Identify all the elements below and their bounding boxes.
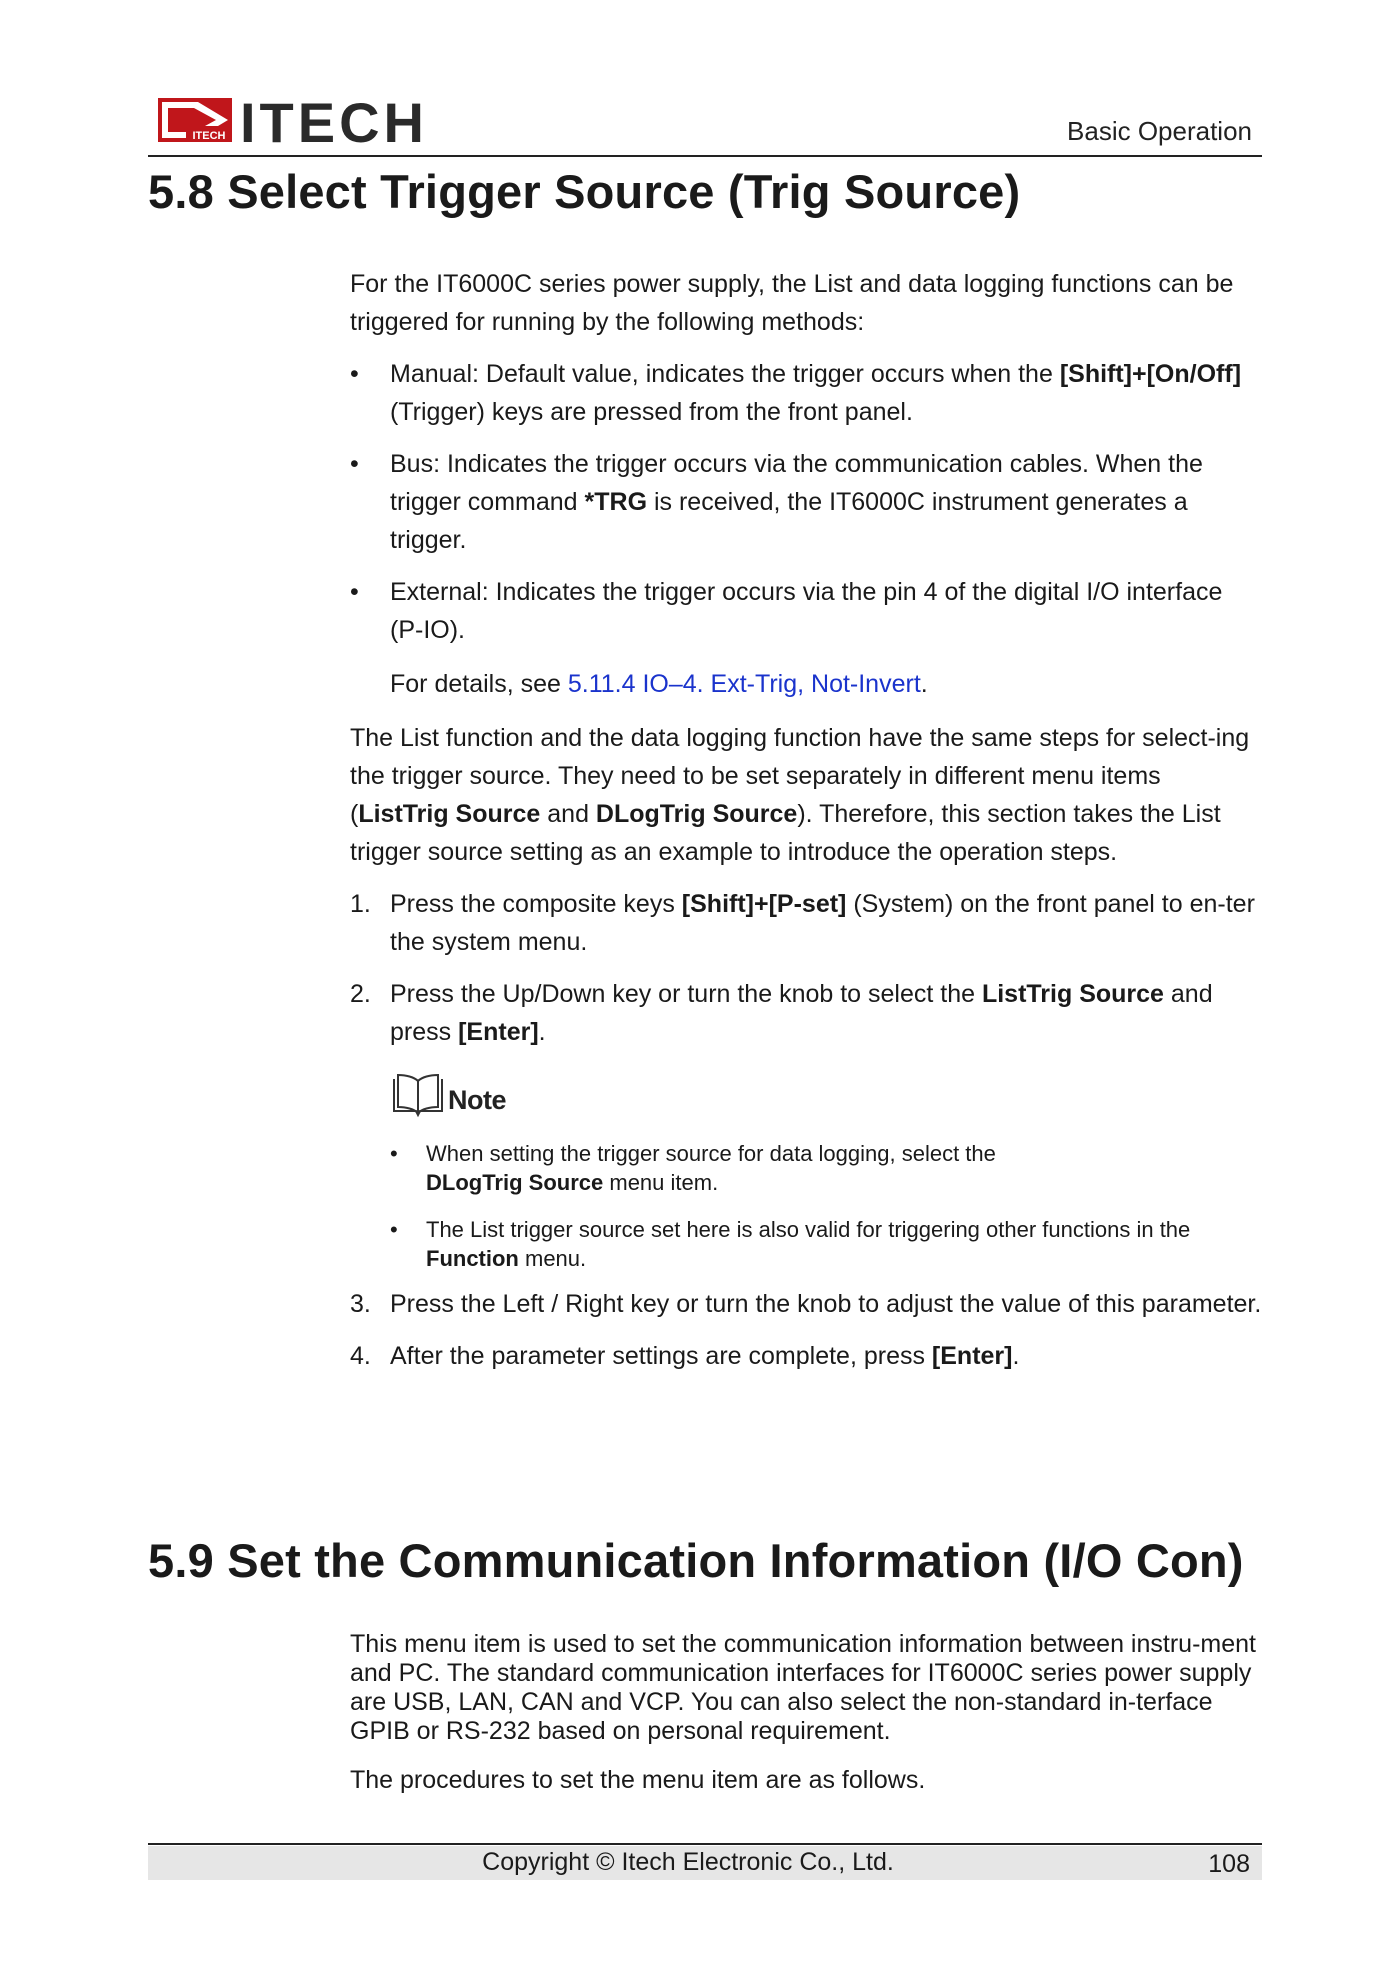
section-5-9-body (350, 1630, 1262, 1795)
footer-divider (148, 1843, 1262, 1845)
itech-logo (158, 94, 430, 146)
note-item-dlog: • When setting the trigger source for data logging, select the DLogTrig Source menu item. (390, 1141, 996, 1195)
list-dlog-paragraph: The List function and the data logging function have the same steps for select-ing the trigger source. They need to be set separately in different menu items (ListTrig Source and DLogTrig Source). Therefore, this section takes the List trigger source setting as an example to introduce the operation steps. (350, 724, 1250, 866)
comm-info-paragraph: This menu item is used to set the communication information between instru-ment and PC. The standard communication interfaces for IT6000C series power supply are USB, LAN, CAN and VCP. You can also select the non-standard in-terface GPIB or RS-232 based on personal requirement. (350, 1630, 1256, 1745)
note-item-function: • The List trigger source set here is also valid for triggering other functions in the Function menu. (390, 1217, 1191, 1271)
step-3: 3. Press the Left / Right key or turn the knob to adjust the value of this parameter. (350, 1290, 1262, 1318)
header-section-label: Basic Operation (1067, 116, 1252, 146)
bullet-manual: • Manual: Default value, indicates the trigger occurs when the [Shift]+[On/Off] (Trigger) keys are pressed from the front panel. (350, 355, 1262, 431)
step-2: 2. Press the Up/Down key or turn the knob to select the ListTrig Source and press [Enter]. (350, 980, 1213, 1046)
logo-wordmark: ITECH (240, 94, 428, 146)
bullet-dot-icon: • (350, 450, 359, 478)
itech-logo-graphic (158, 94, 430, 146)
logo-badge-text: ITECH (192, 130, 226, 142)
note-header (390, 1069, 1262, 1119)
footer-copyright: Copyright © Itech Electronic Co., Ltd. (482, 1848, 894, 1876)
step-4: 4. After the parameter settings are complete, press [Enter]. (350, 1342, 1020, 1370)
procedure-intro-paragraph: The procedures to set the menu item are as follows. (350, 1766, 926, 1794)
bullet-external: • External: Indicates the trigger occurs via the pin 4 of the digital I/O interface (P-IO). For details, see 5.11.4 IO–4. Ext-Trig, Not-Invert. (350, 573, 1262, 703)
header-divider (148, 155, 1262, 157)
note-list (390, 1139, 1262, 1273)
section-5-8-body (350, 265, 1262, 1375)
section-5-8-title: 5.8 Select Trigger Source (Trig Source) (148, 165, 1021, 218)
page-number: 108 (1208, 1850, 1250, 1878)
bullet-bus: • Bus: Indicates the trigger occurs via the communication cables. When the trigger command *TRG is received, the IT6000C instrument generates a trigger. (350, 445, 1262, 559)
external-details: For details, see 5.11.4 IO–4. Ext-Trig, Not-Invert. (390, 670, 928, 698)
note-label: Note (448, 1085, 506, 1115)
note-block (350, 1069, 1262, 1273)
step-1: 1. Press the composite keys [Shift]+[P-set] (System) on the front panel to en-ter the system menu. (350, 890, 1255, 956)
book-icon (390, 1073, 446, 1119)
bullet-dot-icon: • (390, 1217, 398, 1242)
section-5-9-title: 5.9 Set the Communication Information (I/O Con) (148, 1534, 1244, 1587)
intro-paragraph: For the IT6000C series power supply, the List and data logging functions can be triggered for running by the following methods: (350, 270, 1234, 336)
bullet-dot-icon: • (350, 360, 359, 388)
bullet-dot-icon: • (350, 578, 359, 606)
bullet-dot-icon: • (390, 1141, 398, 1166)
cross-reference-link[interactable]: 5.11.4 IO–4. Ext-Trig, Not-Invert (567, 670, 921, 698)
